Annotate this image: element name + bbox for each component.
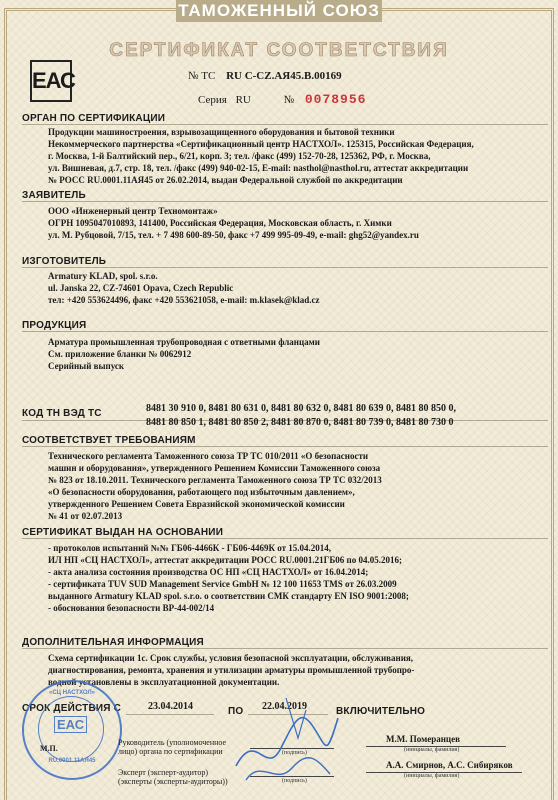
extra-line: диагностирования, ремонта, хранения и утилизации арматуры промышленной трубопро- <box>48 665 415 675</box>
head-label-line: Руководитель (уполномоченное <box>118 738 227 747</box>
signature-caption: (подпись) <box>282 750 307 756</box>
stamp-top-text: «СЦ НАСТХОЛ» <box>49 690 95 696</box>
conformity-line: № 823 от 18.10.2011. Технического регламента Таможенного союза ТР ТС 032/2013 <box>48 475 382 485</box>
expert-label-line: Эксперт (эксперт-аудитор) <box>118 768 209 777</box>
codes-heading: КОД ТН ВЭД ТС <box>22 408 102 419</box>
applicant-heading: ЗАЯВИТЕЛЬ <box>22 190 86 201</box>
basis-heading: СЕРТИФИКАТ ВЫДАН НА ОСНОВАНИИ <box>22 527 224 538</box>
organ-text <box>48 126 544 186</box>
product-heading: ПРОДУКЦИЯ <box>22 320 87 331</box>
expert-names: А.А. Смирнов, А.С. Сибиряков <box>386 760 513 770</box>
validity-from: 23.04.2014 <box>148 701 193 712</box>
product-line: Серийный выпуск <box>48 361 125 371</box>
conformity-line: «О безопасности оборудования, работающего под избыточным давлением», <box>48 487 355 497</box>
extra-line: водной установлены в эксплуатационной документации. <box>48 677 280 687</box>
manufacturer-text <box>48 270 544 306</box>
organ-stamp-icon <box>22 680 122 780</box>
validity-to: 22.04.2019 <box>262 701 307 712</box>
series-label: Серия <box>198 94 227 106</box>
header-banner: ТАМОЖЕННЫЙ СОЮЗ <box>176 0 382 22</box>
stamp-bottom-text: RU.0001.11АЯ45 <box>48 758 96 764</box>
basis-line: - обоснования безопасности ВР-44-002/14 <box>48 603 215 613</box>
extra-text <box>48 652 544 688</box>
stamp-eac-mark: ЕАС <box>54 716 87 733</box>
validity-to-label: ПО <box>228 706 244 717</box>
divider <box>22 648 548 649</box>
product-line: См. приложение бланки № 0062912 <box>48 349 192 359</box>
validity-label: СРОК ДЕЙСТВИЯ С <box>22 703 122 714</box>
organ-line: Некоммерческого партнерства «Сертификационный центр НАСТХОЛ». 125315, Российская Федерация, <box>48 139 474 149</box>
expert-label <box>118 768 228 786</box>
certificate-title: СЕРТИФИКАТ СООТВЕТСТВИЯ <box>109 40 449 61</box>
divider <box>22 267 548 268</box>
validity-line <box>126 714 214 715</box>
basis-line: - протоколов испытаний №№ ГБ06-4466К - ГБ06-4469К от 15.04.2014, <box>48 543 332 553</box>
basis-line: - акта анализа состояния производства ОС НП «СЦ НАСТХОЛ» от 16.04.2014; <box>48 567 369 577</box>
head-label-line: лицо) органа по сертификации <box>118 747 223 756</box>
applicant-line: ООО «Инженерный центр Техномонтаж» <box>48 206 218 216</box>
mp-label: М.П. <box>40 744 58 753</box>
basis-line: ИЛ НП «СЦ НАСТХОЛ», аттестат аккредитации РОСС RU.0001.21ГБ06 по 04.05.2016; <box>48 555 402 565</box>
divider <box>22 446 548 447</box>
conformity-line: № 41 от 02.07.2013 <box>48 511 123 521</box>
codes-line: 8481 80 850 1, 8481 80 850 2, 8481 80 870 0, 8481 80 739 0, 8481 80 730 0 <box>146 417 454 428</box>
number-label: № ТС <box>188 70 216 82</box>
manufacturer-line: Armatury KLAD, spol. s.r.o. <box>48 271 158 281</box>
head-name: М.М. Померанцев <box>386 734 460 744</box>
conformity-heading: СООТВЕТСТВУЕТ ТРЕБОВАНИЯМ <box>22 435 196 446</box>
manufacturer-line: ul. Janska 22, CZ-74601 Opava, Czech Republic <box>48 283 234 293</box>
name-caption: (инициалы, фамилия) <box>404 747 460 753</box>
extra-line: Схема сертификации 1с. Срок службы, условия безопасной эксплуатации, обслуживания, <box>48 653 413 663</box>
signature-icon <box>226 688 346 788</box>
applicant-text <box>48 205 544 241</box>
applicant-line: ОГРН 1095047010893, 141400, Российская Федерация, Московская область, г. Химки <box>48 218 392 228</box>
expert-label-line: (эксперты (эксперты-аудиторы)) <box>118 777 228 786</box>
organ-line: № РОСС RU.0001.11АЯ45 от 26.02.2014, выдан Федеральной службой по аккредитации <box>48 175 403 185</box>
codes-text <box>146 402 456 430</box>
codes-line: 8481 30 910 0, 8481 80 631 0, 8481 80 632 0, 8481 80 639 0, 8481 80 850 0, <box>146 403 456 414</box>
organ-heading: ОРГАН ПО СЕРТИФИКАЦИИ <box>22 113 166 124</box>
certificate-number <box>188 70 342 82</box>
product-line: Арматура промышленная трубопроводная с ответными фланцами <box>48 337 320 347</box>
product-text <box>48 336 544 372</box>
conformity-text <box>48 450 544 522</box>
basis-line: - сертификата TUV SUD Management Service GmbH № 12 100 11653 TMS от 26.03.2009 <box>48 579 397 589</box>
manufacturer-heading: ИЗГОТОВИТЕЛЬ <box>22 256 107 267</box>
divider <box>22 331 548 332</box>
validity-inclusive: ВКЛЮЧИТЕЛЬНО <box>336 706 426 717</box>
conformity-line: Технического регламента Таможенного союза ТР ТС 010/2011 «О безопасности <box>48 451 369 461</box>
organ-line: Продукции машиностроения, взрывозащищенного оборудования и бытовой техники <box>48 127 395 137</box>
basis-text <box>48 542 544 614</box>
signature-caption: (подпись) <box>282 778 307 784</box>
basis-line: выданного Armatury KLAD spol. s.r.o. о соответствии СМК стандарту EN ISO 9001:2008; <box>48 591 409 601</box>
divider <box>22 201 548 202</box>
series-value: RU <box>235 94 251 106</box>
serial-number: 0078956 <box>304 92 367 107</box>
series-row <box>198 92 366 107</box>
manufacturer-line: тел: +420 553624496, факс +420 553621058, e-mail: m.klasek@klad.cz <box>48 295 320 305</box>
organ-line: ул. Вишневая, д.7, стр. 18, тел. /факс (499) 940-02-15, E-mail: nasthol@nasthol.ru, аттестат аккредитации <box>48 163 469 173</box>
conformity-line: машин и оборудования», утвержденного Решением Комиссии Таможенного союза <box>48 463 381 473</box>
divider <box>22 124 548 125</box>
number-value: RU C-CZ.АЯ45.В.00169 <box>226 70 342 82</box>
applicant-line: ул. М. Рубцовой, 7/15, тел. + 7 498 600-89-50, факс +7 499 995-09-49, e-mail: ghg52@yandex.ru <box>48 230 419 240</box>
organ-line: г. Москва, 1-й Балтийский пер., 6/21, корп. 3; тел. /факс (499) 152-70-28, 125362, РФ, г. Москва, <box>48 151 431 161</box>
conformity-line: утвержденного Решением Совета Евразийской экономической комиссии <box>48 499 345 509</box>
head-label <box>118 738 226 756</box>
eac-logo-icon: ЕАС <box>30 60 72 102</box>
divider <box>22 538 548 539</box>
extra-heading: ДОПОЛНИТЕЛЬНАЯ ИНФОРМАЦИЯ <box>22 637 204 648</box>
name-caption: (инициалы, фамилия) <box>404 773 460 779</box>
serial-label: № <box>283 94 295 106</box>
